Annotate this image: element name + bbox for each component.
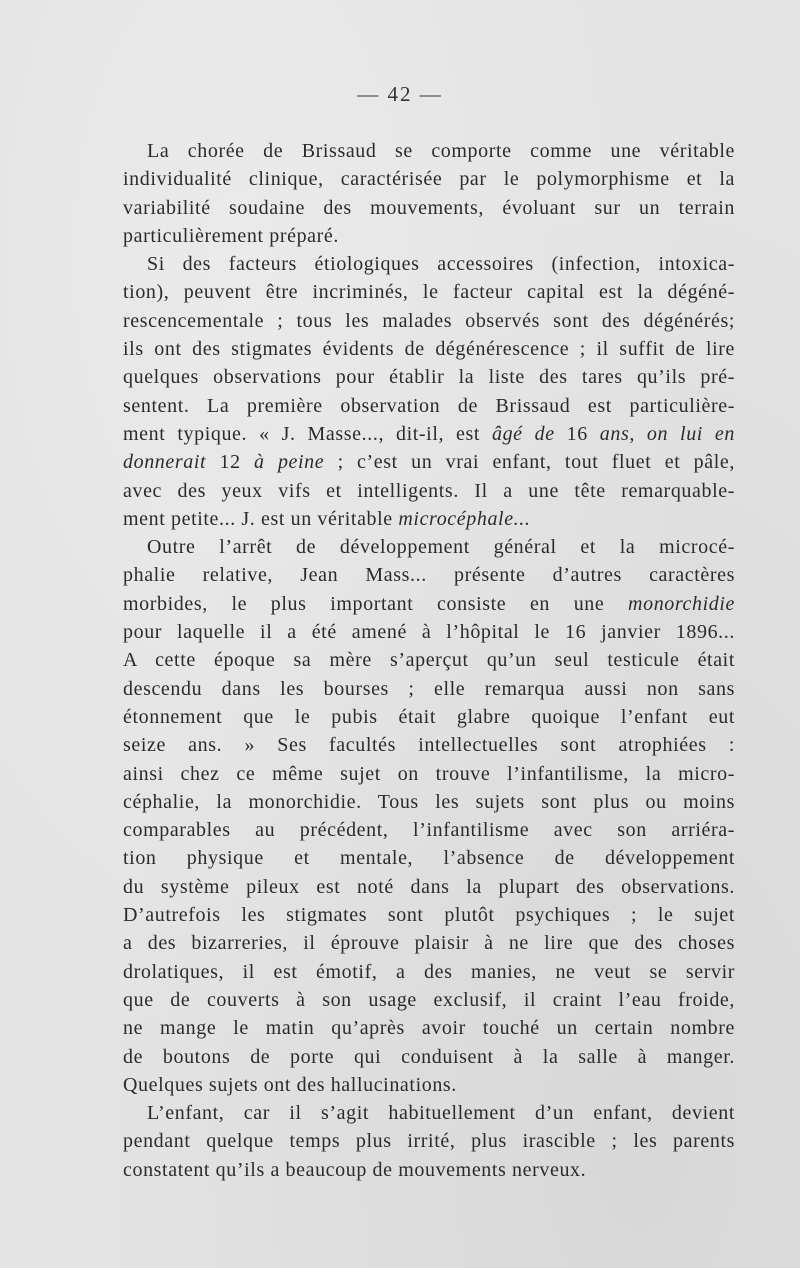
text-line (123, 1014, 735, 1042)
text-line (123, 958, 735, 986)
text-line (123, 760, 735, 788)
body-text (123, 137, 735, 1184)
text-line (123, 533, 735, 561)
text-segment: phalie relative, Jean Mass... présente d’autres caractères (123, 564, 735, 587)
text-line (123, 788, 735, 816)
text-segment: céphalie, la monorchidie. Tous les sujets sont plus ou moins (123, 790, 735, 813)
text-line (123, 675, 735, 703)
text-segment: du système pileux est noté dans la plupart des observations. (123, 875, 735, 898)
text-segment: morbides, le plus important consiste en une (123, 592, 629, 615)
text-segment: drolatiques, il est émotif, a des manies, ne veut se servir (123, 960, 735, 983)
text-line (123, 448, 735, 476)
text-segment: 12 (206, 451, 255, 474)
text-segment: pendant quelque temps plus irrité, plus irascible ; les parents (123, 1130, 735, 1153)
text-segment: quelques observations pour établir la liste des tares qu’ils pré- (123, 366, 735, 389)
text-segment: sentent. La première observation de Brissaud est particulière- (123, 394, 735, 417)
text-segment: comparables au précédent, l’infantilisme avec son arriéra- (123, 819, 735, 842)
text-line (123, 278, 735, 306)
text-line (123, 1099, 735, 1127)
text-line (123, 646, 735, 674)
text-segment: ne mange le matin qu’après avoir touché un certain nombre (123, 1017, 735, 1040)
text-segment: avec des yeux vifs et intelligents. Il a une tête remarquable- (123, 479, 735, 502)
text-line (123, 561, 735, 589)
text-segment: pour laquelle il a été amené à l’hôpital le 16 janvier 1896... (123, 621, 735, 644)
italic-text-segment: ans, on lui en (599, 422, 735, 445)
text-line (123, 1043, 735, 1071)
page-number: — 42 — (357, 82, 443, 106)
text-segment: ment typique. « J. Masse..., dit-il, est (123, 422, 492, 445)
text-segment: Si des facteurs étiologiques accessoires (infection, intoxica- (147, 253, 735, 276)
italic-text-segment: à peine (254, 451, 325, 474)
text-line (123, 505, 735, 533)
text-segment: variabilité soudaine des mouvements, évoluant sur un terrain (123, 196, 735, 219)
text-line (123, 392, 735, 420)
text-line (123, 901, 735, 929)
text-line (123, 137, 735, 165)
text-segment: constatent qu’ils a beaucoup de mouvements nerveux. (123, 1158, 587, 1181)
text-segment: ils ont des stigmates évidents de dégénérescence ; il suffit de lire (123, 338, 735, 361)
text-segment: ment petite... J. est un véritable (123, 507, 399, 530)
text-segment: a des bizarreries, il éprouve plaisir à ne lire que des choses (123, 932, 735, 955)
text-line (123, 420, 735, 448)
text-segment: de boutons de porte qui conduisent à la salle à manger. (123, 1045, 735, 1068)
text-segment: L’enfant, car il s’agit habituellement d’un enfant, devient (147, 1102, 735, 1125)
text-segment: tion physique et mentale, l’absence de développement (123, 847, 735, 870)
italic-text-segment: microcéphale... (398, 507, 531, 530)
text-line (123, 816, 735, 844)
text-line (123, 363, 735, 391)
text-segment: A cette époque sa mère s’aperçut qu’un seul testicule était (123, 649, 735, 672)
text-segment: seize ans. » Ses facultés intellectuelles sont atrophiées : (123, 734, 735, 757)
italic-text-segment: monorchidie (628, 592, 735, 615)
italic-text-segment: âgé de (491, 422, 555, 445)
text-line (123, 307, 735, 335)
text-line (123, 986, 735, 1014)
text-line (123, 590, 735, 618)
text-line (123, 250, 735, 278)
text-line (123, 703, 735, 731)
text-line (123, 844, 735, 872)
text-line (123, 929, 735, 957)
text-segment: ainsi chez ce même sujet on trouve l’infantilisme, la micro- (123, 762, 735, 785)
text-line (123, 222, 735, 250)
text-segment: rescencementale ; tous les malades observés sont des dégénérés; (123, 309, 735, 332)
text-segment: 16 (554, 422, 600, 445)
text-segment: descendu dans les bourses ; elle remarqua aussi non sans (123, 677, 735, 700)
text-segment: que de couverts à son usage exclusif, il craint l’eau froide, (123, 988, 735, 1011)
text-line (123, 335, 735, 363)
text-segment: D’autrefois les stigmates sont plutôt psychiques ; le sujet (123, 904, 735, 927)
text-segment: particulièrement préparé. (123, 224, 339, 247)
text-line (123, 731, 735, 759)
text-segment: tion), peuvent être incriminés, le facteur capital est la dégéné- (123, 281, 735, 304)
text-line (123, 618, 735, 646)
text-segment: Quelques sujets ont des hallucinations. (123, 1073, 457, 1096)
italic-text-segment: donnerait (123, 451, 207, 474)
text-line (123, 1127, 735, 1155)
text-line (123, 1071, 735, 1099)
text-segment: ; c’est un vrai enfant, tout fluet et pâle, (324, 451, 735, 474)
text-line (123, 477, 735, 505)
text-segment: individualité clinique, caractérisée par le polymorphisme et la (123, 168, 735, 191)
text-segment: Outre l’arrêt de développement général et la microcé- (147, 536, 735, 559)
text-line (123, 165, 735, 193)
text-line (123, 1156, 735, 1184)
text-segment: La chorée de Brissaud se comporte comme une véritable (147, 140, 735, 162)
text-line (123, 194, 735, 222)
text-segment: étonnement que le pubis était glabre quoique l’enfant eut (123, 705, 735, 728)
text-line (123, 873, 735, 901)
